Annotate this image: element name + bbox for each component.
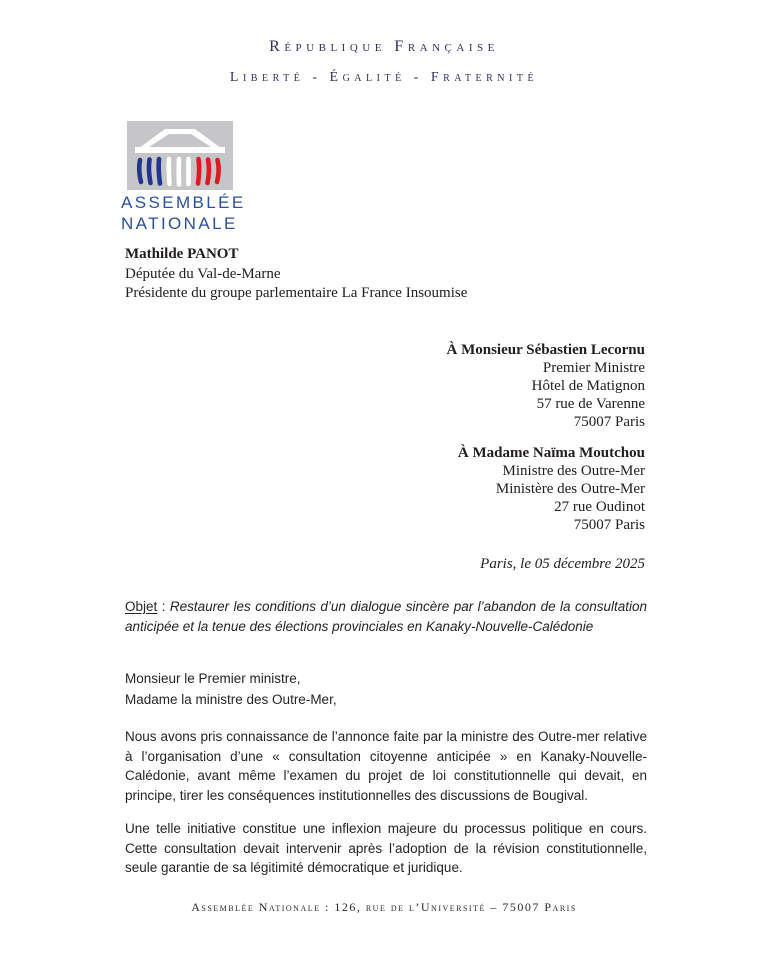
sender-name: Mathilde PANOT [125, 246, 239, 262]
subject-line [125, 597, 647, 636]
recipient-block-premier-ministre [447, 341, 645, 431]
subject-separator: : [157, 599, 170, 614]
recipient-line: 57 rue de Varenne [536, 396, 645, 412]
recipient-block-ministre-outre-mer [458, 444, 645, 534]
recipient-line: 75007 Paris [573, 414, 645, 430]
body-paragraph: Nous avons pris connaissance de l’annonce faite par la ministre des Outre-mer relative à l’organisation d’une « consultation citoyenne anticipée » en Kanaky-Nouvelle-Calédonie, avant même l’examen du projet de loi constitutionnelle qui devait, en principe, tirer les conséquences institutionnelles des discussions de Bougival. [125, 729, 647, 803]
recipient-line: Hôtel de Matignon [531, 378, 645, 394]
salutation-line: Madame la ministre des Outre-Mer, [125, 691, 337, 707]
subject-text: Restaurer les conditions d’un dialogue sincère par l’abandon de la consultation anticipée et la tenue des élections provinciales en Kanaky-Nouvelle-Calédonie [125, 599, 647, 634]
assemblee-nationale-logo [121, 121, 251, 234]
subject-label: Objet [125, 599, 158, 614]
salutation-line: Monsieur le Premier ministre, [125, 671, 301, 686]
recipient-name: À Madame Naïma Moutchou [457, 445, 645, 461]
recipient-line: 75007 Paris [573, 517, 645, 533]
letterhead-title: République Française [269, 38, 499, 55]
recipient-line: Premier Ministre [542, 360, 645, 376]
sender-role: Présidente du groupe parlementaire La France Insoumise [125, 285, 468, 301]
body-paragraph: Une telle initiative constitue une inflexion majeure du processus politique en cours. Cette consultation devait intervenir après l’adoption de la révision constitutionnelle, seule garantie de sa légitimité démocratique et juridique. [125, 821, 647, 875]
sender-title: Députée du Val-de-Marne [125, 265, 281, 282]
recipient-name: À Monsieur Sébastien Lecornu [446, 342, 645, 358]
letterhead-motto: Liberté - Égalité - Fraternité [229, 70, 539, 85]
recipient-line: Ministère des Outre-Mer [495, 481, 645, 497]
pediment-base [135, 147, 225, 153]
recipient-line: 27 rue Oudinot [554, 499, 645, 515]
recipient-line: Ministre des Outre-Mer [502, 463, 645, 479]
logo-building-icon [127, 121, 233, 190]
footer-address: Assemblée Nationale : 126, rue de l’Université – 75007 Paris [191, 900, 577, 914]
sender-block [125, 245, 467, 304]
salutation-block [125, 669, 647, 710]
logo-wordmark-line1: ASSEMBLÉE [121, 193, 246, 212]
logo-wordmark-line2: NATIONALE [121, 214, 238, 233]
dateline: Paris, le 05 décembre 2025 [480, 556, 645, 572]
